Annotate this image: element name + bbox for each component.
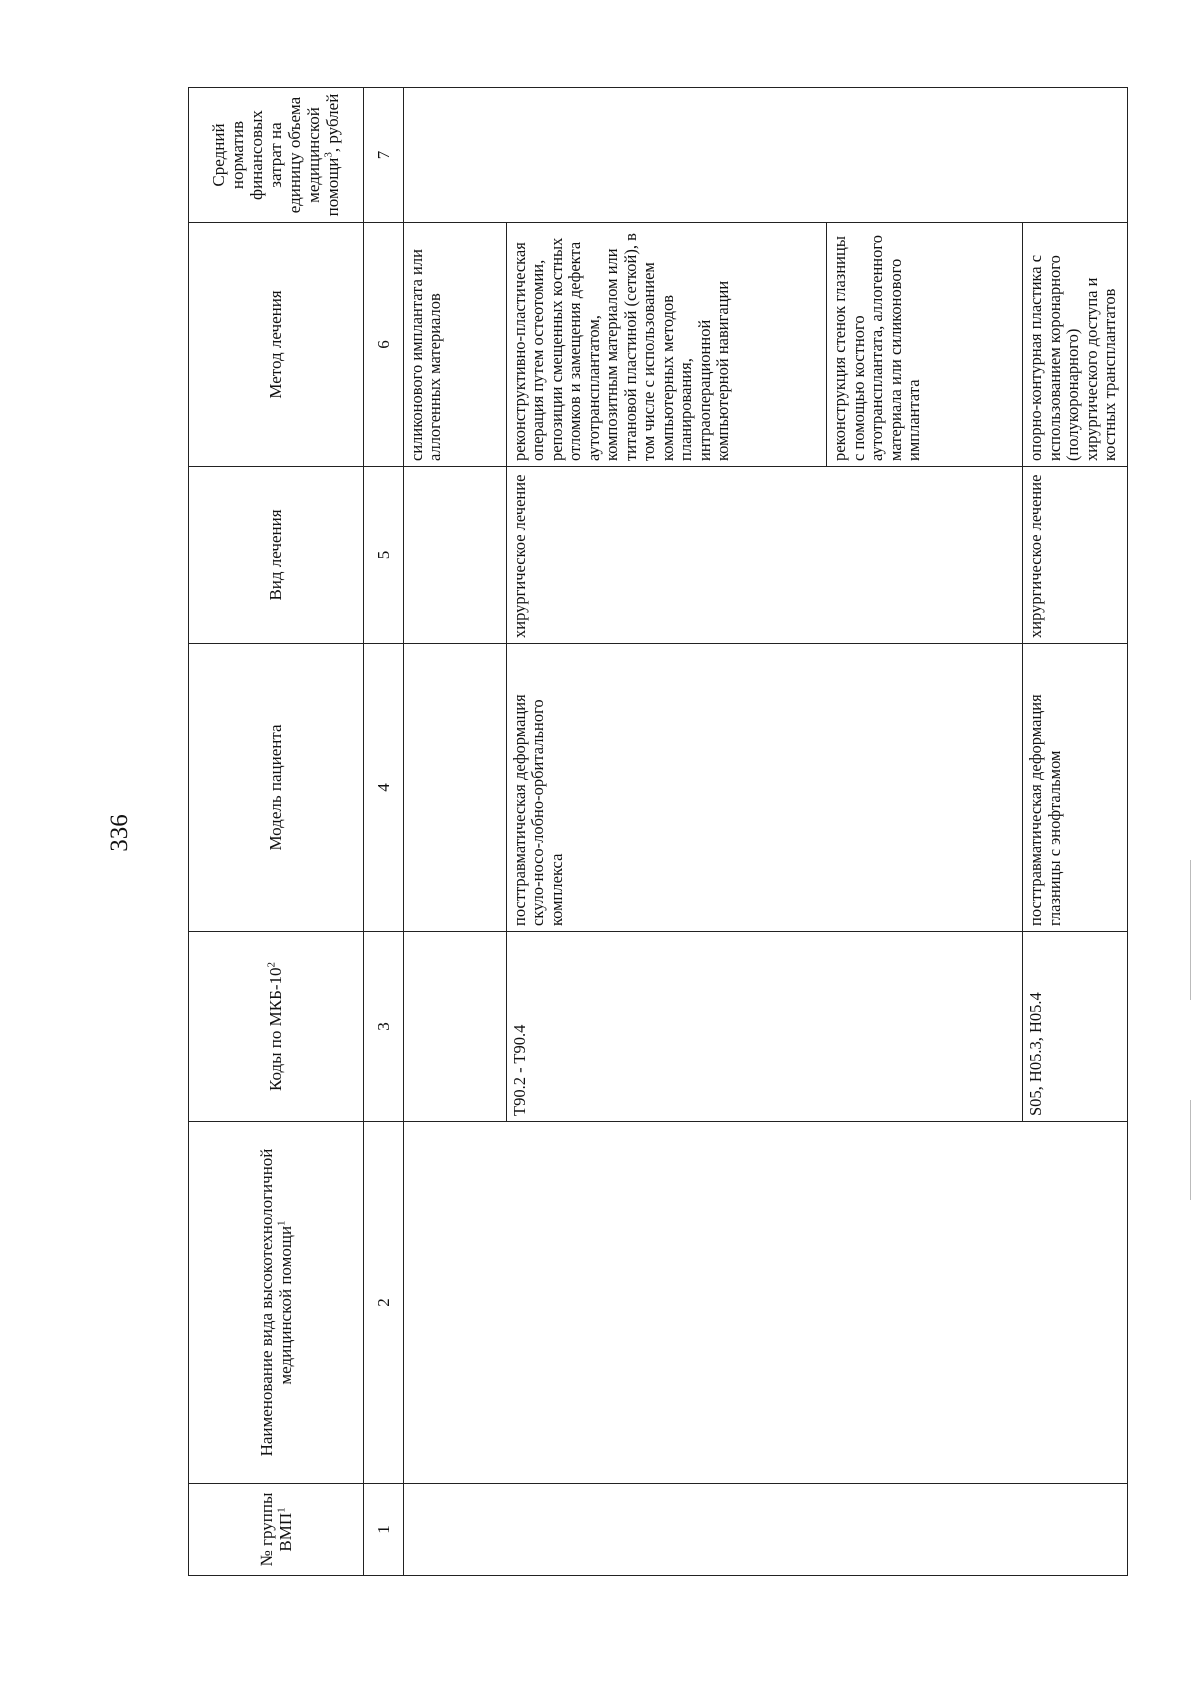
- cell-care-name: [403, 1122, 1127, 1484]
- header-icd-codes: Коды по МКБ-$10^2$: [189, 932, 364, 1122]
- header-cost-norm: Средний норматив финансовых затрат на единицу объема медицинской помощи$^3$, рублей: [189, 88, 364, 223]
- page-number: 336: [106, 814, 133, 852]
- column-number: 2: [363, 1122, 403, 1484]
- column-number: 3: [363, 932, 403, 1122]
- column-number: 6: [363, 223, 403, 467]
- column-number-row: [363, 88, 403, 1576]
- header-group-number: № группы ВМП$^1$: [189, 1484, 364, 1576]
- column-number: 1: [363, 1484, 403, 1576]
- column-number: 7: [363, 88, 403, 223]
- cell-model: посттравматическая деформация глазницы с энофтальмом: [1023, 644, 1128, 932]
- vmp-table: [188, 87, 1128, 1576]
- column-number: 4: [363, 644, 403, 932]
- table-container: [188, 88, 1128, 1576]
- cell-method: силиконового имплантата или аллогенных материалов: [403, 223, 506, 467]
- column-number: 5: [363, 467, 403, 644]
- header-treatment-kind: Вид лечения: [189, 467, 364, 644]
- cell-model: посттравматическая деформация скуло-носо-лобно-орбитального комплекса: [507, 644, 1023, 932]
- cell-kind: хирургическое лечение: [507, 467, 1023, 644]
- cell-kind: хирургическое лечение: [1023, 467, 1128, 644]
- cell-method: опорно-контурная пластика с использованием коронарного (полукоронарного) хирургического доступа и костных трансплантатов: [1023, 223, 1128, 467]
- header-row: [189, 88, 364, 1576]
- table-row: [403, 88, 506, 1576]
- header-patient-model: Модель пациента: [189, 644, 364, 932]
- cell-codes: S05, H05.3, H05.4: [1023, 932, 1128, 1122]
- header-care-name: Наименование вида высокотехнологичной медицинской помощи$^1$: [189, 1122, 364, 1484]
- scan-edge-line: [1190, 860, 1191, 1000]
- cell-model: [403, 644, 506, 932]
- cell-group-number: [403, 1484, 1127, 1576]
- cell-kind: [403, 467, 506, 644]
- cell-codes: T90.2 - T90.4: [507, 932, 1023, 1122]
- cell-method: реконструктивно-пластическая операция путем остеотомии, репозиции смещенных костных отломков и замещения дефекта аутотрансплантатом, композитным материалом или титановой пластиной (сеткой), в том числе с использованием компьютерных методов планирования, интраоперационной компьютерной навигации: [507, 223, 827, 467]
- scan-edge-line: [1190, 1100, 1191, 1200]
- header-treatment-method: Метод лечения: [189, 223, 364, 467]
- cell-method: реконструкция стенок глазницы с помощью костного аутотрансплантата, аллогенного материала или силиконового имплантата: [827, 223, 1023, 467]
- cell-codes: [403, 932, 506, 1122]
- cell-cost: [403, 88, 1127, 223]
